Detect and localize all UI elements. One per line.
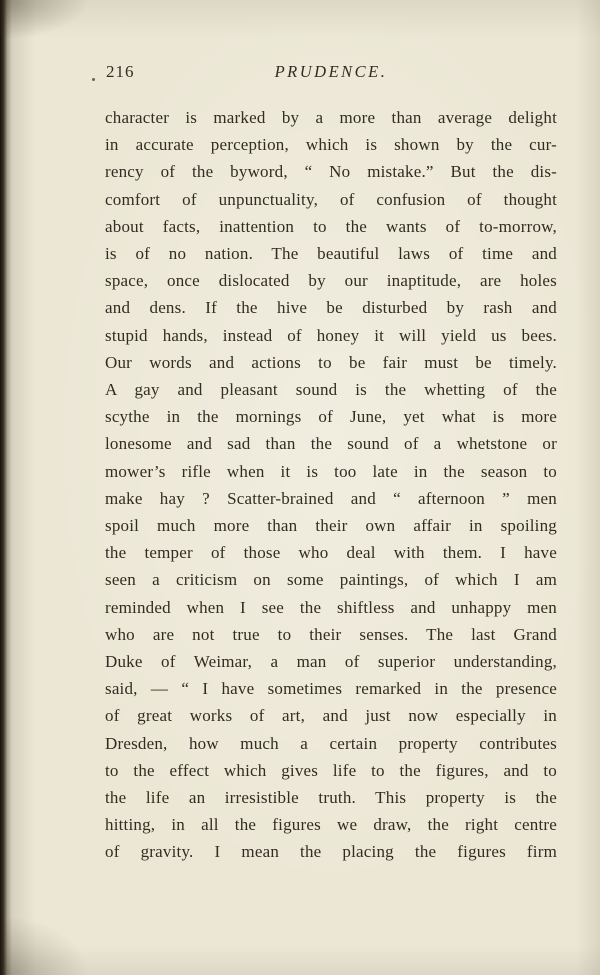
text-line: about facts, inattention to the wants of to-morrow, (105, 216, 557, 236)
page-header (105, 62, 557, 86)
text-line: space, once dislocated by our inaptitude, are holes (105, 271, 557, 291)
text-line: in accurate perception, which is shown by the cur- (105, 135, 557, 155)
text-line: comfort of unpunctuality, of confusion of thought (105, 189, 557, 209)
text-line: who are not true to their senses. The last Grand (105, 624, 557, 644)
page-content (105, 62, 557, 866)
text-line: A gay and pleasant sound is the whetting of the (105, 380, 557, 400)
top-left-corner-shade (0, 0, 90, 40)
binding-edge-shadow (0, 0, 12, 975)
text-line: Duke of Weimar, a man of superior understanding, (105, 652, 557, 672)
text-line: reminded when I see the shiftless and unhappy men (105, 597, 557, 617)
text-line: and dens. If the hive be disturbed by rash and (105, 298, 557, 318)
running-title: PRUDENCE. (274, 62, 388, 81)
text-line: character is marked by a more than average delight (105, 108, 557, 127)
text-line: to the effect which gives life to the figures, and to (105, 760, 557, 780)
text-line: mower’s rifle when it is too late in the season to (105, 461, 557, 481)
ink-speck (92, 78, 95, 81)
text-line: of gravity. I mean the placing the figures firm (105, 842, 557, 862)
page-number: 216 (106, 62, 135, 81)
text-line: the life an irresistible truth. This property is the (105, 788, 557, 808)
text-line: lonesome and sad than the sound of a whetstone or (105, 434, 557, 454)
text-line: is of no nation. The beautiful laws of time and (105, 244, 557, 264)
bottom-left-corner-shade (0, 915, 90, 975)
text-line: said, — “ I have sometimes remarked in the presence (105, 679, 557, 699)
text-line: Our words and actions to be fair must be timely. (105, 352, 557, 372)
text-line: of great works of art, and just now especially in (105, 706, 557, 726)
body-text (105, 104, 557, 866)
text-line: hitting, in all the figures we draw, the right centre (105, 815, 557, 835)
text-line: stupid hands, instead of honey it will yield us bees. (105, 325, 557, 345)
text-line: Dresden, how much a certain property contributes (105, 733, 557, 753)
text-line: spoil much more than their own affair in spoiling (105, 516, 557, 536)
text-line: rency of the byword, “ No mistake.” But the dis- (105, 162, 557, 182)
text-line: the temper of those who deal with them. I have (105, 543, 557, 563)
text-line: scythe in the mornings of June, yet what is more (105, 407, 557, 427)
text-line: make hay ? Scatter-brained and “ afternoon ” men (105, 488, 557, 508)
text-line: seen a criticism on some paintings, of which I am (105, 570, 557, 590)
